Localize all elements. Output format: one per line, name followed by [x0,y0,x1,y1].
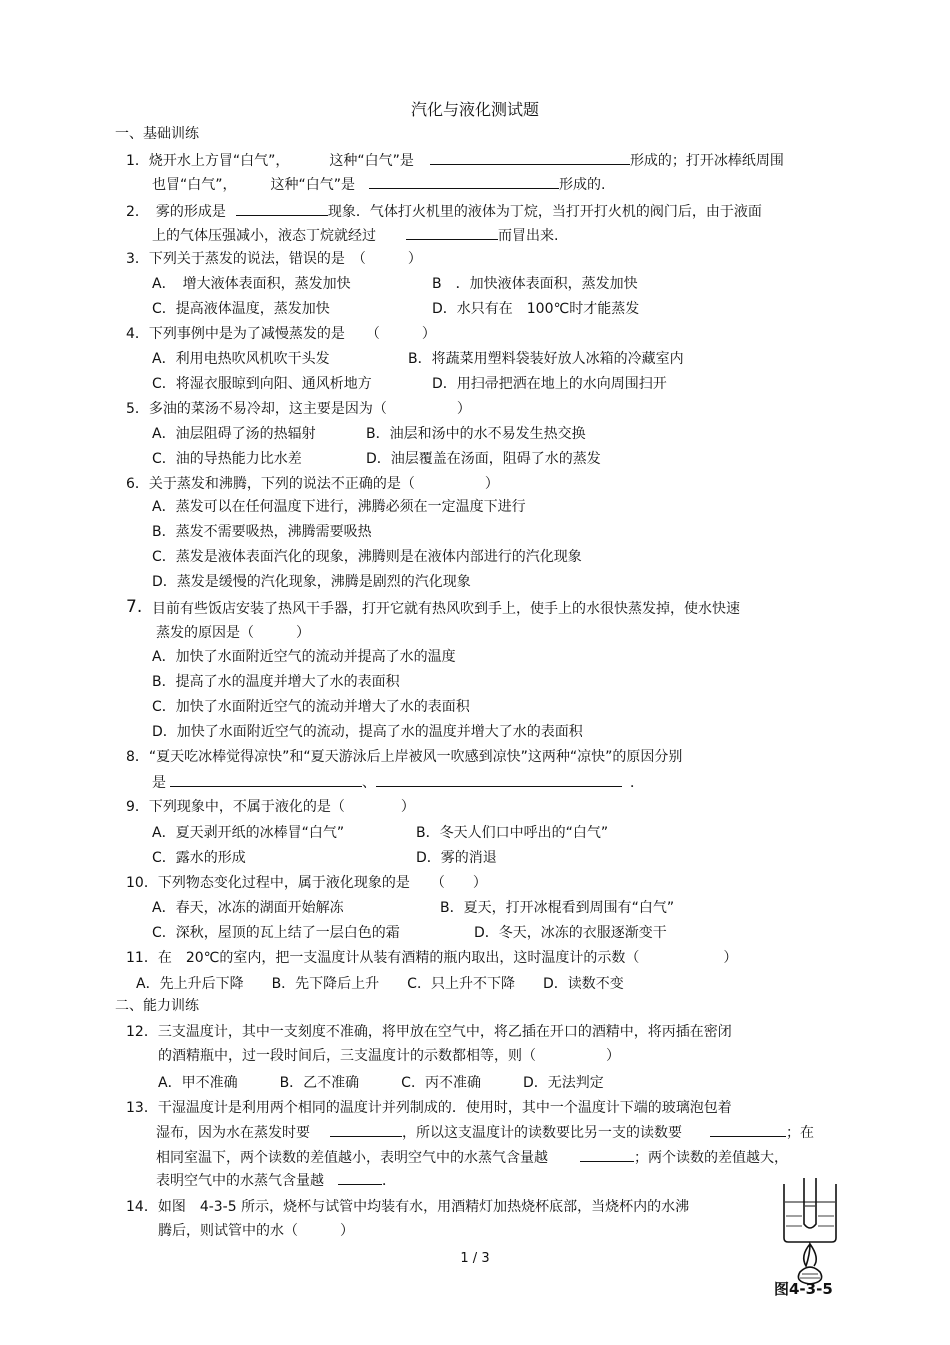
question-9: 9．下列现象中，不属于液化的是（ ） [126,799,415,815]
question-4: 4．下列事例中是为了减慢蒸发的是 （ ） [126,326,436,342]
answer-blank[interactable] [369,174,559,189]
question-3: 3．下列关于蒸发的说法，错误的是 （ ） [126,251,422,267]
option-7a: A．加快了水面附近空气的流动并提高了水的温度 [152,649,456,665]
option-9c: C．露水的形成 [152,850,246,866]
answer-blank[interactable] [406,225,498,240]
test-tube-outline [804,1178,816,1228]
question-2-text: 而冒出来. [498,228,559,244]
question-11: 11．在 20℃的室内，把一支温度计从装有酒精的瓶内取出，这时温度计的示数（ ） [126,950,738,966]
question-8-text: ． [630,775,644,791]
question-5: 5．多油的菜汤不易冷却，这主要是因为（ ） [126,401,471,417]
answer-blank[interactable] [330,1122,402,1137]
option-10c: C．深秋，屋顶的瓦上结了一层白色的霜 [152,925,400,941]
question-2-line-1 [126,201,762,221]
option-5a: A．油层阻碍了汤的热辐射 [152,426,316,442]
question-12-line-2: 的酒精瓶中，过一段时间后，三支温度计的示数都相等，则（ ） [158,1048,620,1064]
options-12: A．甲不准确 B．乙不准确 C．丙不准确 D．无法判定 [158,1075,604,1091]
question-1-text: 1．烧开水上方冒“白气”， [126,153,290,169]
question-1-text: 形成的；打开冰棒纸周围 [629,153,784,169]
question-8-text: 、 [362,775,376,791]
question-1-text: 这种“白气”是 [270,177,356,193]
question-14-line-1: 14．如图 4-3-5 所示，烧杯与试管中均装有水，用酒精灯加热烧杯底部，当烧杯内的水沸 [126,1199,690,1215]
question-1-line-2 [152,174,605,194]
question-13-line-2 [156,1122,814,1142]
option-9d: D．雾的消退 [416,850,497,866]
document-title: 汽化与液化测试题 [410,100,539,119]
option-4b: B．将蔬菜用塑料袋装好放人冰箱的冷藏室内 [408,351,684,367]
question-13-text: ；在 [786,1125,814,1141]
question-8-text: 是 [152,775,166,791]
option-7b: B．提高了水的温度并增大了水的表面积 [152,674,400,690]
question-2-text: 现象．气体打火机里的液体为丁烷，当打开打火机的阀门后，由于液面 [327,204,762,220]
option-5d: D．油层覆盖在汤面，阻碍了水的蒸发 [366,451,601,467]
option-3d: D．水只有在 100℃时才能蒸发 [432,301,640,317]
question-7-line-1: 目前有些饭店安装了热风干手器，打开它就有热风吹到手上，使手上的水很快蒸发掉，使水快速 [152,601,740,617]
option-9a: A．夏天剥开纸的冰棒冒“白气” [152,825,345,841]
question-8-line-1: 8．“夏天吃冰棒觉得凉快”和“夏天游泳后上岸被风一吹感到凉快”这两种“凉快”的原因分别 [126,749,683,765]
question-8-line-2 [152,772,644,792]
question-1-text: 这种“白气”是 [329,153,414,169]
answer-blank[interactable] [710,1122,786,1137]
answer-blank[interactable] [430,150,630,165]
answer-blank[interactable] [236,201,328,216]
option-3a: A． 增大液体表面积，蒸发加快 [152,276,351,292]
beaker-outline [784,1184,836,1242]
option-9b: B．冬天人们口中呼出的“白气” [416,825,609,841]
question-7-line-2: 蒸发的原因是（ ） [156,625,310,641]
option-4a: A．利用电热吹风机吹干头发 [152,351,330,367]
question-1-text: 形成的. [559,177,606,193]
option-4d: D．用扫帚把洒在地上的水向周围扫开 [432,376,667,392]
option-3c: C．提高液体温度，蒸发加快 [152,301,330,317]
option-6a: A．蒸发可以在任何温度下进行，沸腾必须在一定温度下进行 [152,499,526,515]
question-6: 6．关于蒸发和沸腾，下列的说法不正确的是（ ） [126,476,499,492]
question-13-line-4 [156,1170,396,1190]
option-6c: C．蒸发是液体表面汽化的现象，沸腾则是在液体内部进行的汽化现象 [152,549,582,565]
option-7c: C．加快了水面附近空气的流动并增大了水的表面积 [152,699,470,715]
question-13-text: ． [382,1173,396,1189]
answer-blank[interactable] [338,1170,382,1185]
option-4c: C．将湿衣服晾到向阳、通风析地方 [152,376,372,392]
question-13-text: ，所以这支温度计的读数要比另一支的读数要 [402,1125,682,1141]
figure-caption: 图4-3-5 [774,1280,833,1298]
section-heading-basic: 一、基础训练 [115,126,199,142]
option-5b: B．油层和汤中的水不易发生热交换 [366,426,586,442]
option-5c: C．油的导热能力比水差 [152,451,302,467]
question-13-text: 湿布，因为水在蒸发时要 [156,1125,310,1141]
option-6b: B．蒸发不需要吸热，沸腾需要吸热 [152,524,372,540]
page-number: 1 / 3 [460,1251,490,1266]
option-7d: D．加快了水面附近空气的流动，提高了水的温度并增大了水的表面积 [152,724,583,740]
question-1-line-1 [126,150,784,170]
section-heading-ability: 二、能力训练 [115,998,199,1014]
option-6d: D．蒸发是缓慢的汽化现象，沸腾是剧烈的汽化现象 [152,574,471,590]
question-13-text: ；两个读数的差值越大， [634,1150,788,1166]
question-13-text: 相同室温下，两个读数的差值越小，表明空气中的水蒸气含量越 [156,1150,548,1166]
question-13-line-3 [156,1147,788,1167]
option-10d: D．冬天，冰冻的衣服逐渐变干 [474,925,667,941]
question-1-text: 也冒“白气”， [152,177,237,193]
question-14-line-2: 腾后，则试管中的水（ ） [158,1223,354,1239]
question-2-text: 上的气体压强减小，液态丁烷就经过 [152,228,376,244]
question-2-text: 2． 雾的形成是 [126,204,226,220]
option-10b: B．夏天，打开冰棍看到周围有“白气” [440,900,675,916]
question-13-text: 表明空气中的水蒸气含量越 [156,1173,324,1189]
question-13-line-1: 13．干湿温度计是利用两个相同的温度计并列制成的．使用时，其中一个温度计下端的玻璃泡包着 [126,1100,732,1116]
question-10: 10．下列物态变化过程中，属于液化现象的是 （ ） [126,875,487,891]
answer-blank[interactable] [170,772,362,787]
option-10a: A．春天，冰冻的湖面开始解冻 [152,900,344,916]
question-7-number: 7. [126,597,143,617]
question-12-line-1: 12．三支温度计，其中一支刻度不准确，将甲放在空气中，将乙插在开口的酒精中，将丙插在密闭 [126,1024,732,1040]
answer-blank[interactable] [376,772,622,787]
option-3b: B ．加快液体表面积，蒸发加快 [432,276,638,292]
question-2-line-2 [152,225,558,245]
options-11: A．先上升后下降 B．先下降后上升 C．只上升不下降 D．读数不变 [136,976,624,992]
answer-blank[interactable] [580,1147,634,1162]
